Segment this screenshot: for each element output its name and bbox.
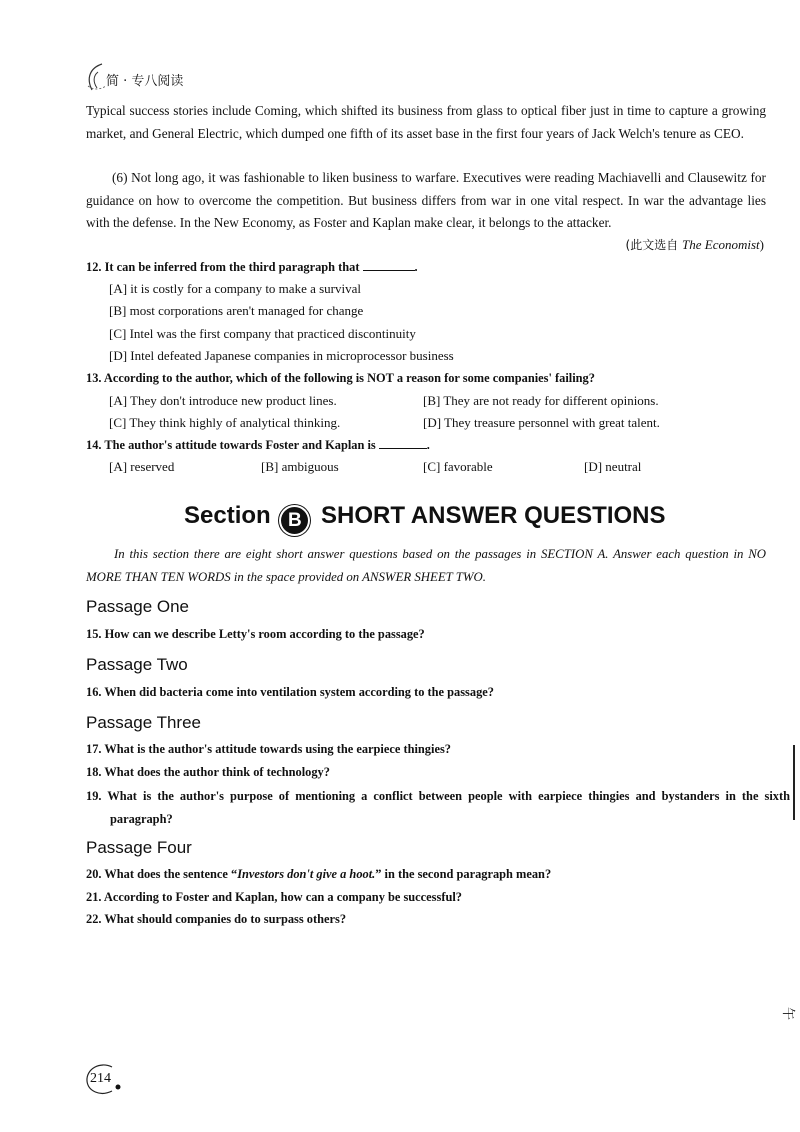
question-12-stem: 12. It can be inferred from the third paragraph that . <box>86 260 418 274</box>
question-13-option-c: [C] They think highly of analytical thinking. <box>109 415 341 430</box>
passage-paragraph-1: Typical success stories include Coming, which shifted its business from glass to optical fiber just in time to capture a growing market, and General Electric, which dumped one fifth of its asset base in the first four years of Jack Welch's tenure as CEO. <box>86 103 766 141</box>
passage-paragraph-2: (6) Not long ago, it was fashionable to liken business to warfare. Executives were reading Machiavelli and Clausewitz for guidance on how to overcome the competition. But business differs from war in one vital respect. In war the advantage lies with the defense. In the New Economy, as Foster and Kaplan make clear, it belongs to the attacker. <box>86 170 766 230</box>
question-14-stem: 14. The author's attitude towards Foster and Kaplan is . <box>86 438 430 452</box>
question-21: 21. According to Foster and Kaplan, how can a company be successful? <box>86 890 462 904</box>
passage-four-heading: Passage Four <box>86 838 192 857</box>
question-14-option-a: [A] reserved <box>109 459 175 474</box>
question-18: 18. What does the author think of technology? <box>86 765 330 779</box>
section-title: SHORT ANSWER QUESTIONS <box>321 502 666 529</box>
question-13-option-d: [D] They treasure personnel with great talent. <box>423 415 660 430</box>
question-14-option-c: [C] favorable <box>423 459 493 474</box>
page-number: 214 <box>90 1071 111 1086</box>
header-title: 简 · 专八阅读 <box>106 74 184 89</box>
question-13-option-a: [A] They don't introduce new product lines. <box>109 393 337 408</box>
question-20: 20. What does the sentence “Investors don't give a hoot.” in the second paragraph mean? <box>86 867 552 881</box>
side-mark: 午 <box>780 1006 796 1021</box>
question-14-option-d: [D] neutral <box>584 459 642 474</box>
margin-line <box>793 745 795 820</box>
question-14-option-b: [B] ambiguous <box>261 459 339 474</box>
question-17: 17. What is the author's attitude towards using the earpiece thingies? <box>86 742 451 756</box>
section-instructions: In this section there are eight short answer questions based on the passages in SECTION A. Answer each question in NO MORE THAN TEN WORDS in the space provided on ANSWER SHEET TWO. <box>86 547 766 584</box>
section-word: Section <box>184 502 271 529</box>
section-heading <box>184 499 666 534</box>
header-logo-icon <box>84 62 108 92</box>
question-19: 19. What is the author's purpose of mentioning a conflict between people with earpiece thingies and bystanders in the sixth paragraph? <box>86 789 790 826</box>
passage-two-heading: Passage Two <box>86 655 188 674</box>
question-12-option-a: [A] it is costly for a company to make a survival <box>109 281 361 296</box>
question-13-option-b: [B] They are not ready for different opinions. <box>423 393 659 408</box>
section-letter-badge: B <box>281 507 308 534</box>
passage-source: (此文选自 The Economist) <box>625 237 764 252</box>
question-12-option-b: [B] most corporations aren't managed for change <box>109 303 364 318</box>
question-16: 16. When did bacteria come into ventilation system according to the passage? <box>86 685 494 699</box>
passage-three-heading: Passage Three <box>86 713 201 732</box>
question-12-option-c: [C] Intel was the first company that practiced discontinuity <box>109 326 416 341</box>
question-22: 22. What should companies do to surpass others? <box>86 912 347 926</box>
passage-one-heading: Passage One <box>86 597 190 616</box>
question-12-option-d: [D] Intel defeated Japanese companies in microprocessor business <box>109 348 454 363</box>
question-13-stem: 13. According to the author, which of the following is NOT a reason for some companies' failing? <box>86 371 595 385</box>
answer-blank <box>363 270 415 271</box>
answer-blank <box>379 448 427 449</box>
question-15: 15. How can we describe Letty's room according to the passage? <box>86 627 425 641</box>
